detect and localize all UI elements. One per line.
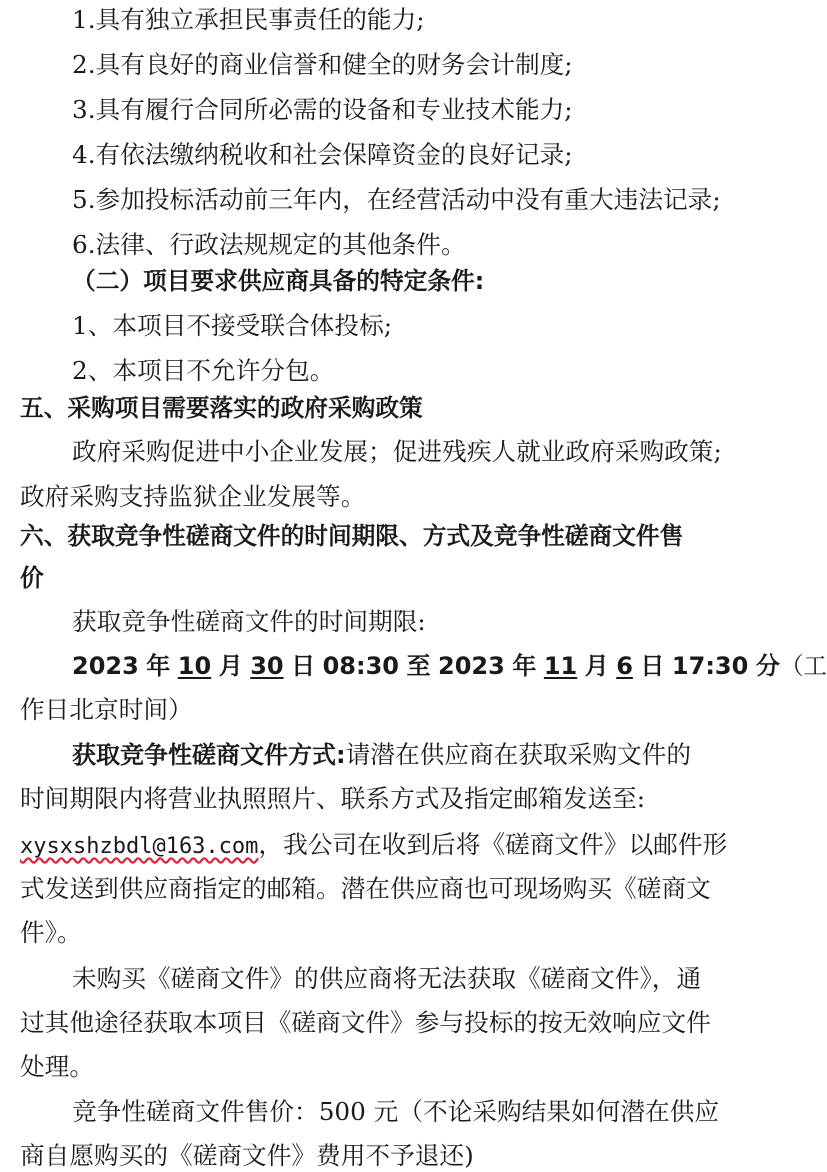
section5-policy-line2: 政府采购支持监狱企业发展等。 — [20, 482, 366, 511]
method-line2: 时间期限内将营业执照照片、联系方式及指定邮箱发送至: — [20, 784, 646, 813]
price-line1: 竞争性磋商文件售价：500 元（不论采购结果如何潜在供应 — [72, 1097, 720, 1126]
method-line1 — [0, 739, 800, 771]
start-month: 10 — [177, 652, 212, 680]
period-note-end: 作日北京时间） — [20, 695, 193, 724]
year-char-1: 年 — [146, 652, 171, 680]
start-day: 30 — [250, 652, 284, 680]
section6-heading-line2: 价 — [20, 564, 44, 592]
month-char-1: 月 — [218, 652, 243, 680]
method-text-1: 请潜在供应商在获取采购文件的 — [345, 740, 692, 769]
no-purchase-line2: 过其他途径获取本项目《磋商文件》参与投标的按无效响应文件 — [20, 1008, 711, 1037]
general-condition-5: 5.参加投标活动前三年内，在经营活动中没有重大违法记录; — [72, 185, 721, 214]
end-month: 11 — [543, 652, 578, 680]
price-line2: 商自愿购买的《磋商文件》费用不予退还) — [20, 1141, 474, 1170]
special-conditions-heading: （二）项目要求供应商具备的特定条件: — [72, 267, 485, 295]
section6-heading-line1: 六、获取竞争性磋商文件的时间期限、方式及竞争性磋商文件售 — [20, 522, 684, 550]
end-year: 2023 — [438, 652, 505, 680]
contact-email: xysxshzbdl@163.com — [20, 834, 259, 859]
year-char-2: 年 — [512, 652, 537, 680]
special-condition-1: 1、本项目不接受联合体投标; — [72, 311, 393, 340]
method-text-3: ，我公司在收到后将《磋商文件》以邮件形 — [258, 830, 728, 859]
method-line5: 件》。 — [20, 918, 82, 947]
general-condition-6: 6.法律、行政法规规定的其他条件。 — [72, 230, 466, 259]
general-condition-4: 4.有依法缴纳税收和社会保障资金的良好记录; — [72, 140, 573, 169]
month-char-2: 月 — [584, 652, 609, 680]
period-note-start: （工 — [779, 652, 827, 680]
minute-char: 分 — [755, 652, 780, 680]
method-line3 — [0, 829, 800, 861]
day-char-2: 日 — [640, 652, 665, 680]
method-label: 获取竞争性磋商文件方式: — [72, 741, 346, 769]
section5-heading: 五、采购项目需要落实的政府采购政策 — [20, 394, 423, 422]
end-day: 6 — [616, 652, 633, 680]
day-char-1: 日 — [291, 652, 316, 680]
no-purchase-line1: 未购买《磋商文件》的供应商将无法获取《磋商文件》，通 — [72, 964, 702, 993]
section5-policy-line1: 政府采购促进中小企业发展；促进残疾人就业政府采购政策; — [72, 437, 722, 466]
general-condition-1: 1.具有独立承担民事责任的能力; — [72, 5, 425, 34]
special-condition-2: 2、本项目不允许分包。 — [72, 356, 335, 385]
general-condition-2: 2.具有良好的商业信誉和健全的财务会计制度; — [72, 50, 573, 79]
to-char: 至 — [406, 652, 431, 680]
period-dates — [0, 650, 827, 682]
start-time: 08:30 — [322, 652, 400, 680]
no-purchase-line3: 处理。 — [20, 1052, 95, 1081]
end-time: 17:30 — [671, 652, 749, 680]
general-condition-3: 3.具有履行合同所必需的设备和专业技术能力; — [72, 95, 573, 124]
start-year: 2023 — [72, 652, 139, 680]
method-line4: 式发送到供应商指定的邮箱。潜在供应商也可现场购买《磋商文 — [20, 874, 711, 903]
period-label: 获取竞争性磋商文件的时间期限: — [72, 607, 426, 636]
